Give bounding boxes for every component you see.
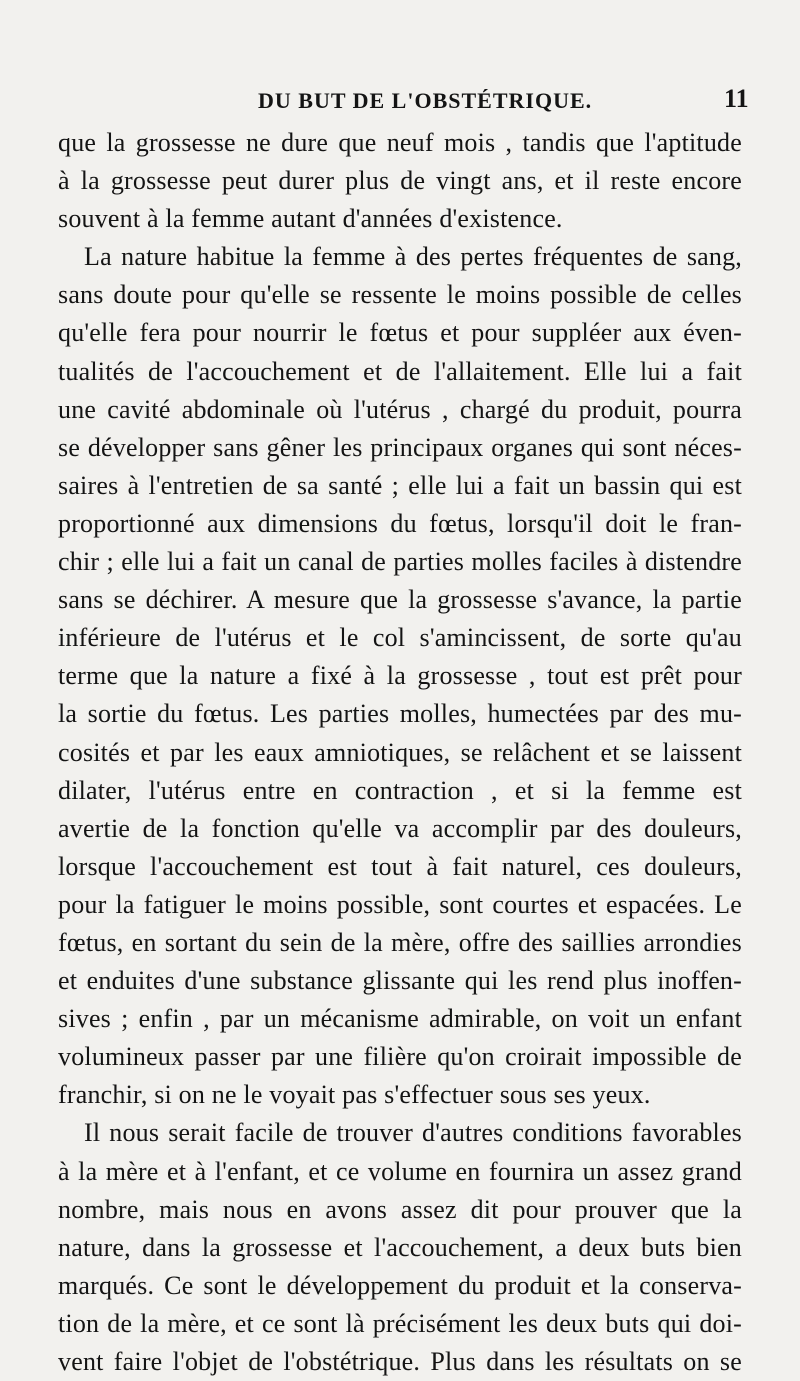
text-line: volumineux passer par une filière qu'on croirait impossible de: [58, 1042, 742, 1072]
text-line: dilater, l'utérus entre en contraction , et si la femme est: [58, 775, 742, 805]
text-line: saires à l'entretien de sa santé ; elle lui a fait un bassin qui est: [58, 470, 742, 500]
text-line: nombre, mais nous en avons assez dit pour prouver que la: [58, 1194, 742, 1224]
text-line: Il nous serait facile de trouver d'autres conditions favorables: [84, 1118, 742, 1148]
text-line: sans se déchirer. A mesure que la grossesse s'avance, la partie: [58, 585, 742, 615]
text-line: avertie de la fonction qu'elle va accomplir par des douleurs,: [58, 813, 742, 843]
text-line: à la mère et à l'enfant, et ce volume en fournira un assez grand: [58, 1156, 742, 1186]
text-line: que la grossesse ne dure que neuf mois , tandis que l'aptitude: [58, 128, 742, 157]
text-line: tualités de l'accouchement et de l'allaitement. Elle lui a fait: [58, 356, 742, 386]
text-line: chir ; elle lui a fait un canal de parties molles faciles à distendre: [58, 547, 742, 577]
text-line: franchir, si on ne le voyait pas s'effectuer sous ses yeux.: [58, 1080, 651, 1110]
text-line: pour la fatiguer le moins possible, sont courtes et espacées. Le: [58, 889, 742, 919]
text-line: lorsque l'accouchement est tout à fait naturel, ces douleurs,: [58, 851, 742, 881]
body-text: [58, 124, 742, 1381]
text-line: marqués. Ce sont le développement du produit et la conserva-: [58, 1270, 742, 1300]
text-line: cosités et par les eaux amniotiques, se relâchent et se laissent: [58, 737, 742, 767]
text-line: souvent à la femme autant d'années d'existence.: [58, 204, 563, 234]
text-line: terme que la nature a fixé à la grossesse , tout est prêt pour: [58, 661, 742, 691]
page-number: 11: [724, 84, 749, 113]
running-head: DU BUT DE L'OBSTÉTRIQUE.: [258, 88, 593, 113]
text-line: nature, dans la grossesse et l'accouchement, a deux buts bien: [58, 1232, 742, 1262]
text-line: à la grossesse peut durer plus de vingt ans, et il reste encore: [58, 166, 742, 196]
text-line: une cavité abdominale où l'utérus , chargé du produit, pourra: [58, 394, 742, 424]
text-line: sives ; enfin , par un mécanisme admirable, on voit un enfant: [58, 1004, 742, 1034]
text-line: sans doute pour qu'elle se ressente le moins possible de celles: [58, 280, 742, 310]
text-line: la sortie du fœtus. Les parties molles, humectées par des mu-: [58, 699, 742, 729]
text-line: inférieure de l'utérus et le col s'amincissent, de sorte qu'au: [58, 623, 742, 653]
text-line: vent faire l'objet de l'obstétrique. Plus dans les résultats on se: [58, 1347, 742, 1376]
text-line: La nature habitue la femme à des pertes fréquentes de sang,: [84, 242, 742, 272]
text-line: proportionné aux dimensions du fœtus, lorsqu'il doit le fran-: [58, 508, 742, 538]
text-line: et enduites d'une substance glissante qui les rend plus inoffen-: [58, 966, 742, 996]
text-line: tion de la mère, et ce sont là précisément les deux buts qui doi-: [58, 1308, 742, 1338]
text-line: se développer sans gêner les principaux organes qui sont néces-: [58, 432, 742, 462]
text-line: fœtus, en sortant du sein de la mère, offre des saillies arrondies: [58, 927, 742, 957]
text-line: qu'elle fera pour nourrir le fœtus et pour suppléer aux éven-: [58, 318, 742, 348]
